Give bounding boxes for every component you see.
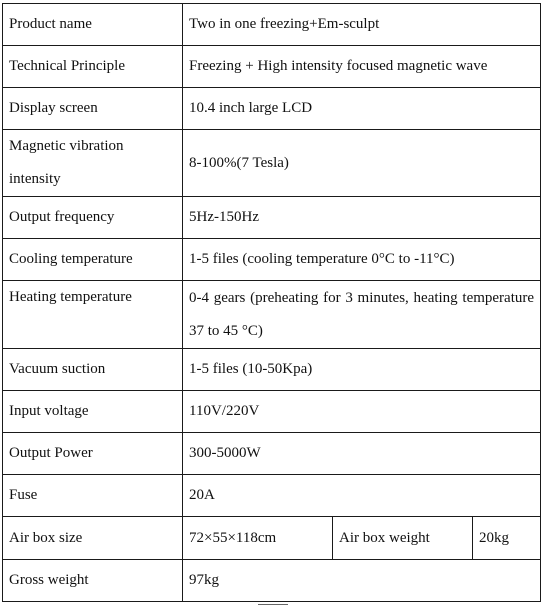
spec-label-technical-principle: Technical Principle bbox=[3, 46, 183, 88]
table-row bbox=[3, 4, 541, 46]
spec-label-input-voltage: Input voltage bbox=[3, 391, 183, 433]
spec-value-input-voltage: 110V/220V bbox=[183, 391, 541, 433]
spec-value-air-box-size: 72×55×118cm bbox=[183, 517, 333, 560]
cropped-edge-fragment bbox=[258, 604, 288, 609]
table-row bbox=[3, 433, 541, 475]
spec-value-air-box-weight: 20kg bbox=[473, 517, 541, 560]
spec-label-air-box-size: Air box size bbox=[3, 517, 183, 560]
table-row bbox=[3, 197, 541, 239]
spec-label-output-frequency: Output frequency bbox=[3, 197, 183, 239]
spec-value-output-power: 300-5000W bbox=[183, 433, 541, 475]
spec-label-cooling-temperature: Cooling temperature bbox=[3, 239, 183, 281]
spec-value-fuse: 20A bbox=[183, 475, 541, 517]
spec-value-vacuum-suction: 1-5 files (10-50Kpa) bbox=[183, 349, 541, 391]
specification-table bbox=[2, 3, 541, 602]
spec-value-technical-principle: Freezing + High intensity focused magnetic wave bbox=[183, 46, 541, 88]
table-row bbox=[3, 281, 541, 349]
table-row bbox=[3, 517, 541, 560]
spec-value-heating-temperature: 0-4 gears (preheating for 3 minutes, heating temperature 37 to 45 °C) bbox=[183, 281, 541, 349]
spec-label-vacuum-suction: Vacuum suction bbox=[3, 349, 183, 391]
spec-label-output-power: Output Power bbox=[3, 433, 183, 475]
table-row bbox=[3, 239, 541, 281]
table-row bbox=[3, 349, 541, 391]
table-row bbox=[3, 391, 541, 433]
spec-value-product-name: Two in one freezing+Em-sculpt bbox=[183, 4, 541, 46]
spec-label-magnetic-vibration-intensity: Magnetic vibration intensity bbox=[3, 130, 183, 197]
spec-value-gross-weight: 97kg bbox=[183, 560, 541, 602]
spec-label-gross-weight: Gross weight bbox=[3, 560, 183, 602]
spec-label-product-name: Product name bbox=[3, 4, 183, 46]
spec-label-heating-temperature: Heating temperature bbox=[3, 281, 183, 349]
spec-label-fuse: Fuse bbox=[3, 475, 183, 517]
spec-value-display-screen: 10.4 inch large LCD bbox=[183, 88, 541, 130]
spec-value-magnetic-vibration-intensity: 8-100%(7 Tesla) bbox=[183, 130, 541, 197]
table-row bbox=[3, 46, 541, 88]
spec-value-output-frequency: 5Hz-150Hz bbox=[183, 197, 541, 239]
spec-value-cooling-temperature: 1-5 files (cooling temperature 0°C to -11°C) bbox=[183, 239, 541, 281]
table-row bbox=[3, 88, 541, 130]
table-row bbox=[3, 560, 541, 602]
table-row bbox=[3, 130, 541, 197]
spec-label-air-box-weight: Air box weight bbox=[333, 517, 473, 560]
table-row bbox=[3, 475, 541, 517]
spec-label-display-screen: Display screen bbox=[3, 88, 183, 130]
